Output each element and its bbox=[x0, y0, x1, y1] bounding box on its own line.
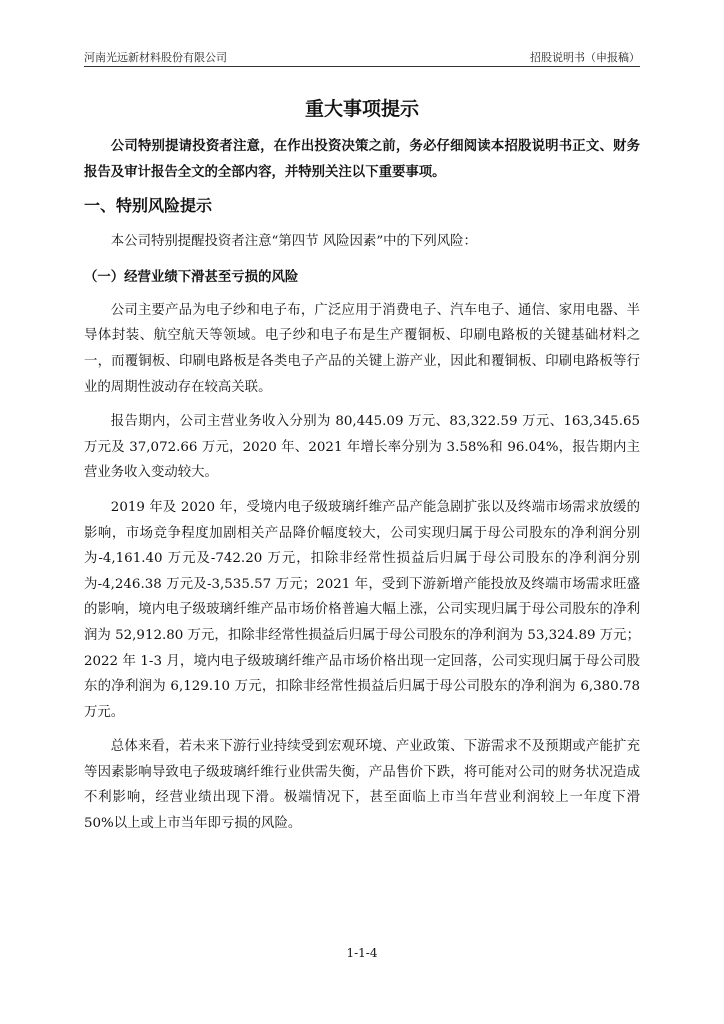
subsection-heading-performance-risk: （一）经营业绩下滑甚至亏损的风险 bbox=[84, 268, 299, 285]
header-company-name: 河南光远新材料股份有限公司 bbox=[84, 51, 227, 64]
document-body bbox=[84, 134, 640, 846]
body-paragraph: 报告期内，公司主营业务收入分别为 80,445.09 万元、83,322.59 万元、163,345.65 万元及 37,072.66 万元，2020 年、2021 年增长率分别为 3.58%和 96.04%，报告期内主营业务收入变动较大。 bbox=[84, 414, 640, 481]
intro-notice: 公司特别提请投资者注意，在作出投资决策之前，务必仔细阅读本招股说明书正文、财务报告及审计报告全文的全部内容，并特别关注以下重要事项。 bbox=[84, 138, 640, 180]
section-lead-paragraph: 本公司特别提醒投资者注意“第四节 风险因素”中的下列风险： bbox=[110, 234, 477, 250]
page-number: 1-1-4 bbox=[346, 946, 378, 960]
header-divider bbox=[84, 66, 640, 67]
body-paragraph: 2019 年及 2020 年，受境内电子级玻璃纤维产品产能急剧扩张以及终端市场需求放缓的影响，市场竞争程度加剧相关产品降价幅度较大，公司实现归属于母公司股东的净利润分别为-4,161.40 万元及-742.20 万元，扣除非经常性损益后归属于母公司股东的净利润分别为-4,246.38 万元及-3,535.57 万元；2021 年，受到下游新增产能投放及终端市场需求旺盛的影响，境内电子级玻璃纤维产品市场价格普遍大幅上涨，公司实现归属于母公司股东的净利润为 52,912.80 万元，扣除非经常性损益后归属于母公司股东的净利润为 53,324.89 万元；2022 年 1-3 月，境内电子级玻璃纤维产品市场价格出现一定回落，公司实现归属于母公司股东的净利润为 6,129.10 万元，扣除非经常性损益后归属于母公司股东的净利润为 6,380.78 万元。 bbox=[84, 499, 640, 720]
body-paragraph: 公司主要产品为电子纱和电子布，广泛应用于消费电子、汽车电子、通信、家用电器、半导体封装、航空航天等领域。电子纱和电子布是生产覆铜板、印刷电路板的关键基础材料之一，而覆铜板、印刷电路板是各类电子产品的关键上游产业，因此和覆铜板、印刷电路板等行业的周期性波动存在较高关联。 bbox=[84, 302, 640, 395]
header-document-type: 招股说明书（申报稿） bbox=[530, 51, 640, 64]
page-header bbox=[84, 50, 640, 66]
page-title: 重大事项提示 bbox=[304, 98, 419, 120]
section-heading-risk: 一、特别风险提示 bbox=[84, 196, 213, 216]
body-paragraph: 总体来看，若未来下游行业持续受到宏观环境、产业政策、下游需求不及预期或产能扩充等因素影响导致电子级玻璃纤维行业供需失衡，产品售价下跌，将可能对公司的财务状况造成不利影响，经营业绩出现下滑。极端情况下，甚至面临上市当年营业利润较上一年度下滑 50%以上或上市当年即亏损的风险。 bbox=[84, 739, 640, 832]
